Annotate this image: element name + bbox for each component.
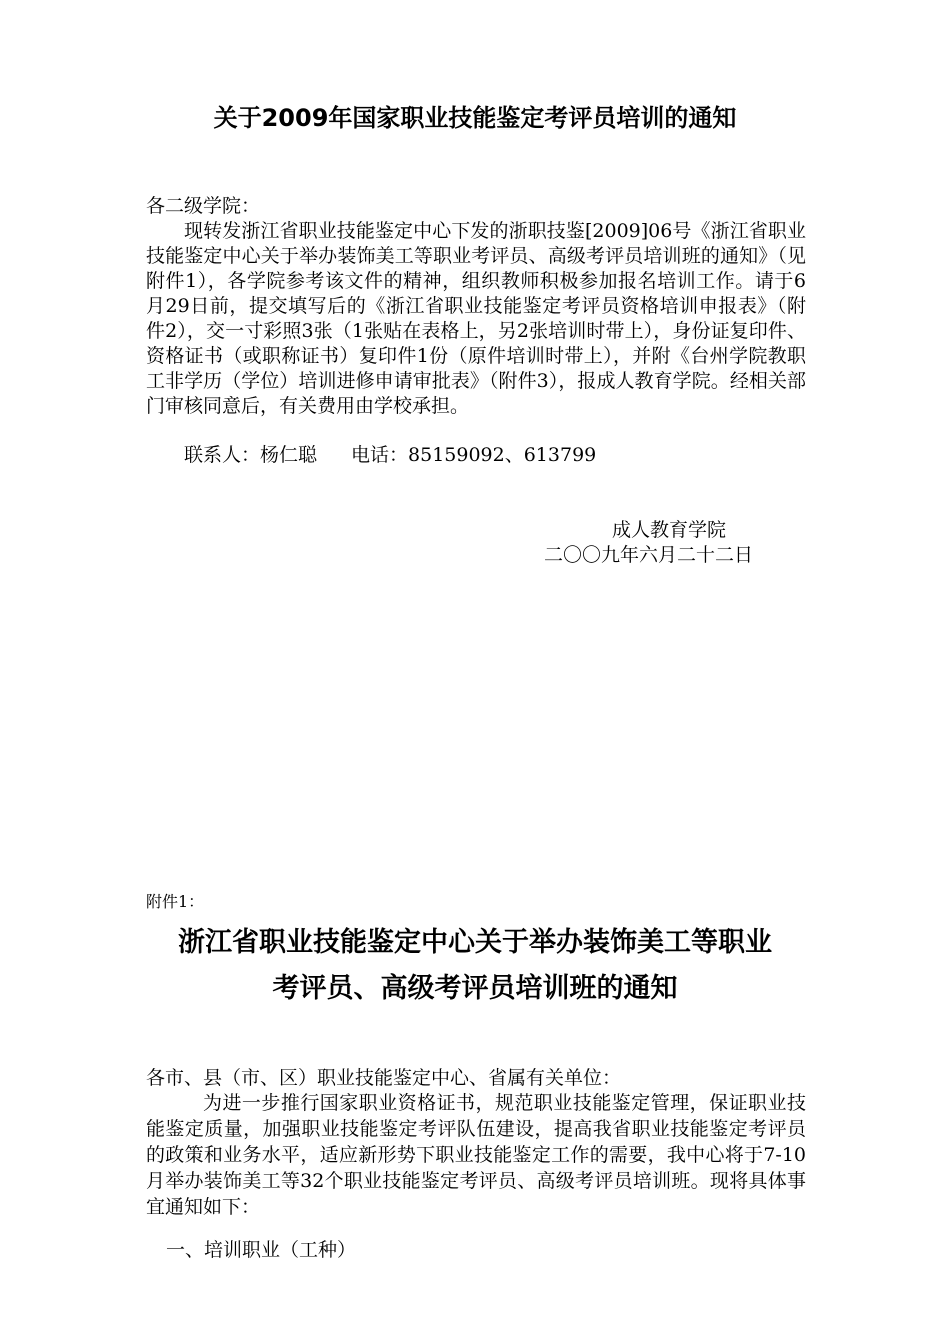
- attachment-label: 附件1：: [146, 892, 205, 911]
- attachment-section-1: 一、培训职业（工种）: [166, 1239, 357, 1261]
- attachment-salutation: 各市、县（市、区）职业技能鉴定中心、省属有关单位：: [146, 1067, 622, 1089]
- notice-body: 现转发浙江省职业技能鉴定中心下发的浙职技鉴[2009]06号《浙江省职业技能鉴定中心关于举办装饰美工等职业考评员、高级考评员培训班的通知》（见附件1），各学院参考该文件的精神，组织教师积极参加报名培训工作。请于6月29日前，提交填写后的《浙江省职业技能鉴定考评员资格培训申报表》（附件2），交一寸彩照3张（1张贴在表格上，另2张培训时带上），身份证复印件、资格证书（或职称证书）复印件1份（原件培训时带上），并附《台州学院教职工非学历（学位）培训进修申请审批表》（附件3），报成人教育学院。经相关部门审核同意后，有关费用由学校承担。: [146, 220, 806, 417]
- notice-title: 关于2009年国家职业技能鉴定考评员培训的通知: [213, 104, 737, 132]
- notice-phone: 电话：85159092、613799: [351, 444, 597, 466]
- notice-contact-line: [184, 443, 596, 468]
- attachment-title-line1: 浙江省职业技能鉴定中心关于举办装饰美工等职业: [178, 927, 772, 958]
- notice-contact: 联系人：杨仁聪: [184, 444, 318, 466]
- notice-signature-date: 二〇〇九年六月二十二日: [544, 544, 754, 566]
- attachment-title-line2: 考评员、高级考评员培训班的通知: [272, 973, 678, 1004]
- notice-signature-org: 成人教育学院: [612, 519, 727, 541]
- notice-salutation: 各二级学院：: [146, 195, 261, 217]
- attachment-body: 为进一步推行国家职业资格证书，规范职业技能鉴定管理，保证职业技能鉴定质量，加强职业技能鉴定考评队伍建设，提高我省职业技能鉴定考评员的政策和业务水平，适应新形势下职业技能鉴定工作的需要，我中心将于7-10月举办装饰美工等32个职业技能鉴定考评员、高级考评员培训班。现将具体事宜通知如下：: [146, 1092, 806, 1218]
